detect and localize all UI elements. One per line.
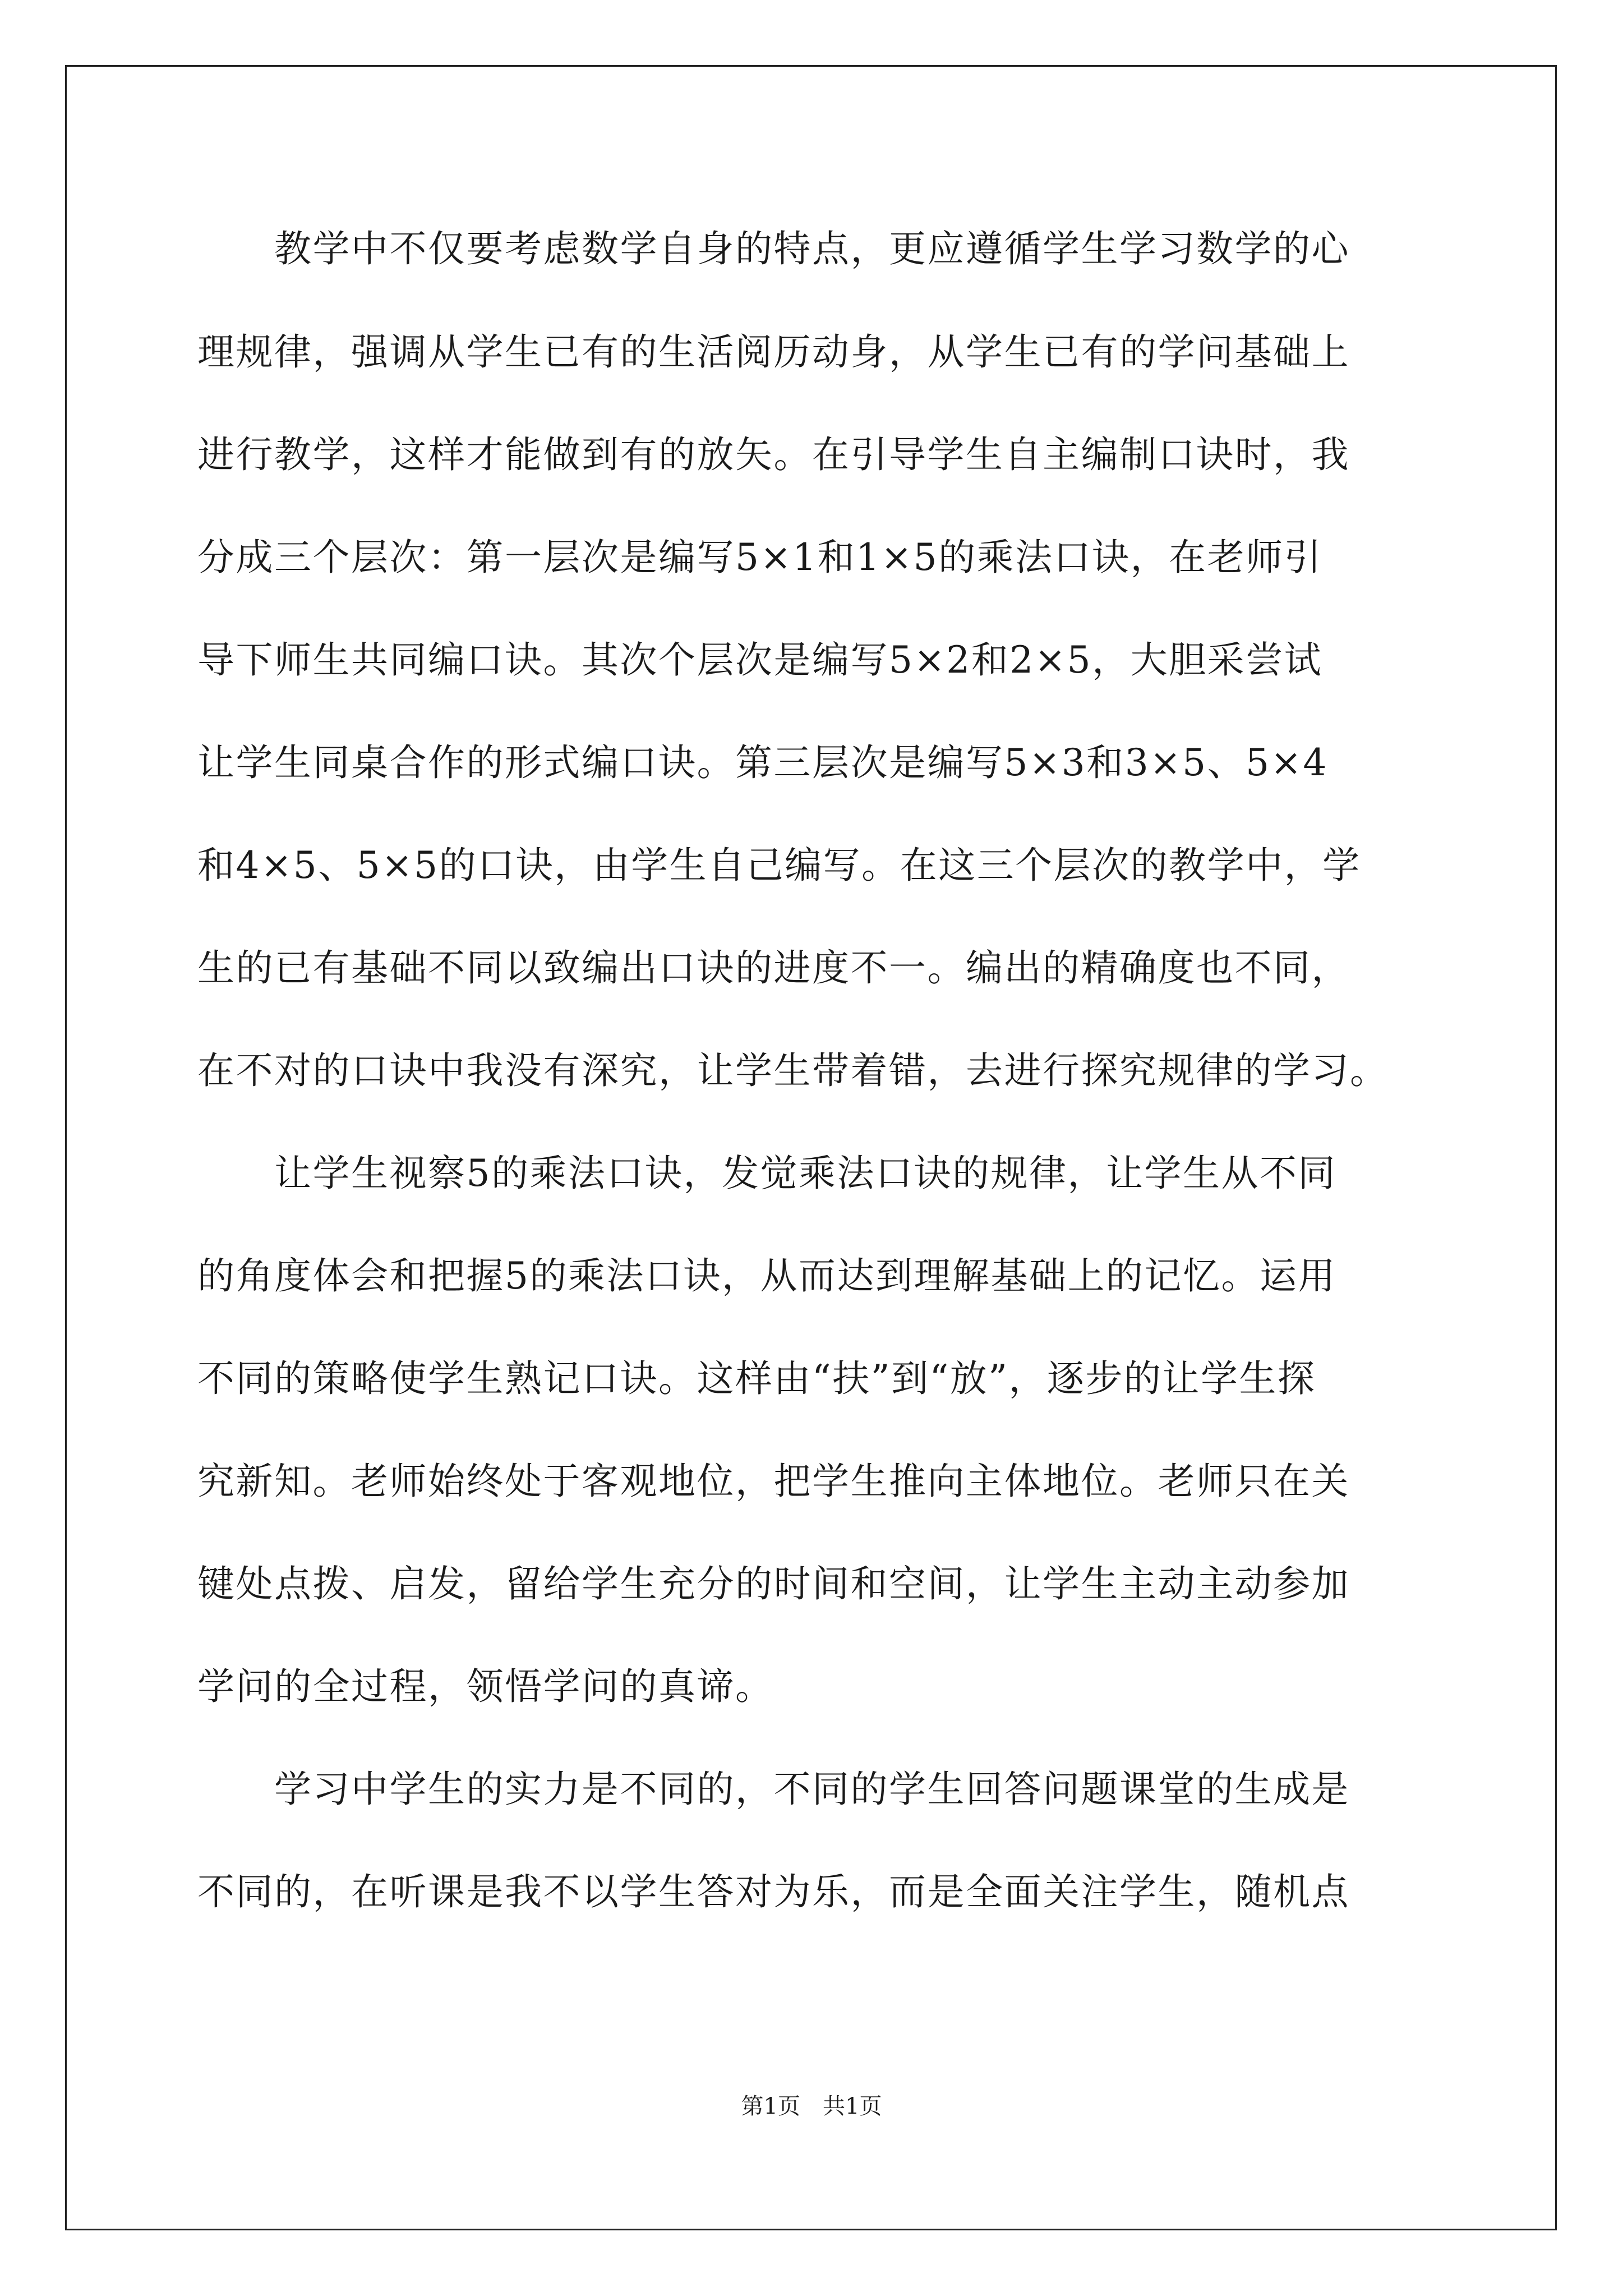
text-line: 学问的全过程，领悟学问的真谛。	[197, 1665, 774, 1708]
text-line: 在不对的口诀中我没有深究，让学生带着错，去进行探究规律的学习。	[197, 1049, 1389, 1092]
text-line: 进行教学，这样才能做到有的放矢。在引导学生自主编制口诀时，我	[197, 433, 1350, 476]
text-line: 不同的策略使学生熟记口诀。这样由“扶”到“放”，逐步的让学生探	[197, 1357, 1316, 1400]
text-line: 究新知。老师始终处于客观地位，把学生推向主体地位。老师只在关	[197, 1460, 1350, 1503]
text-line: 不同的，在听课是我不以学生答对为乐，而是全面关注学生，随机点	[197, 1870, 1350, 1913]
text-line: 学习中学生的实力是不同的，不同的学生回答问题课堂的生成是	[197, 1768, 1350, 1811]
text-line: 分成三个层次：第一层次是编写5×1和1×5的乘法口诀，在老师引	[197, 536, 1323, 579]
page-footer: 第1页 共1页	[741, 2093, 882, 2119]
text-line: 让学生视察5的乘法口诀，发觉乘法口诀的规律，让学生从不同	[197, 1152, 1336, 1195]
text-line: 的角度体会和把握5的乘法口诀，从而达到理解基础上的记忆。运用	[197, 1254, 1336, 1297]
text-line: 生的已有基础不同以致编出口诀的进度不一。编出的精确度也不同，	[197, 946, 1350, 990]
text-line: 教学中不仅要考虑数学自身的特点，更应遵循学生学习数学的心	[197, 227, 1350, 270]
text-line: 键处点拨、启发，留给学生充分的时间和空间，让学生主动主动参加	[197, 1562, 1350, 1605]
text-line: 理规律，强调从学生已有的生活阅历动身，从学生已有的学问基础上	[197, 330, 1350, 374]
text-line: 让学生同桌合作的形式编口诀。第三层次是编写5×3和3×5、5×4	[197, 741, 1328, 784]
text-line: 和4×5、5×5的口诀，由学生自己编写。在这三个层次的教学中，学	[197, 844, 1361, 887]
text-line: 导下师生共同编口诀。其次个层次是编写5×2和2×5，大胆采尝试	[197, 638, 1323, 682]
